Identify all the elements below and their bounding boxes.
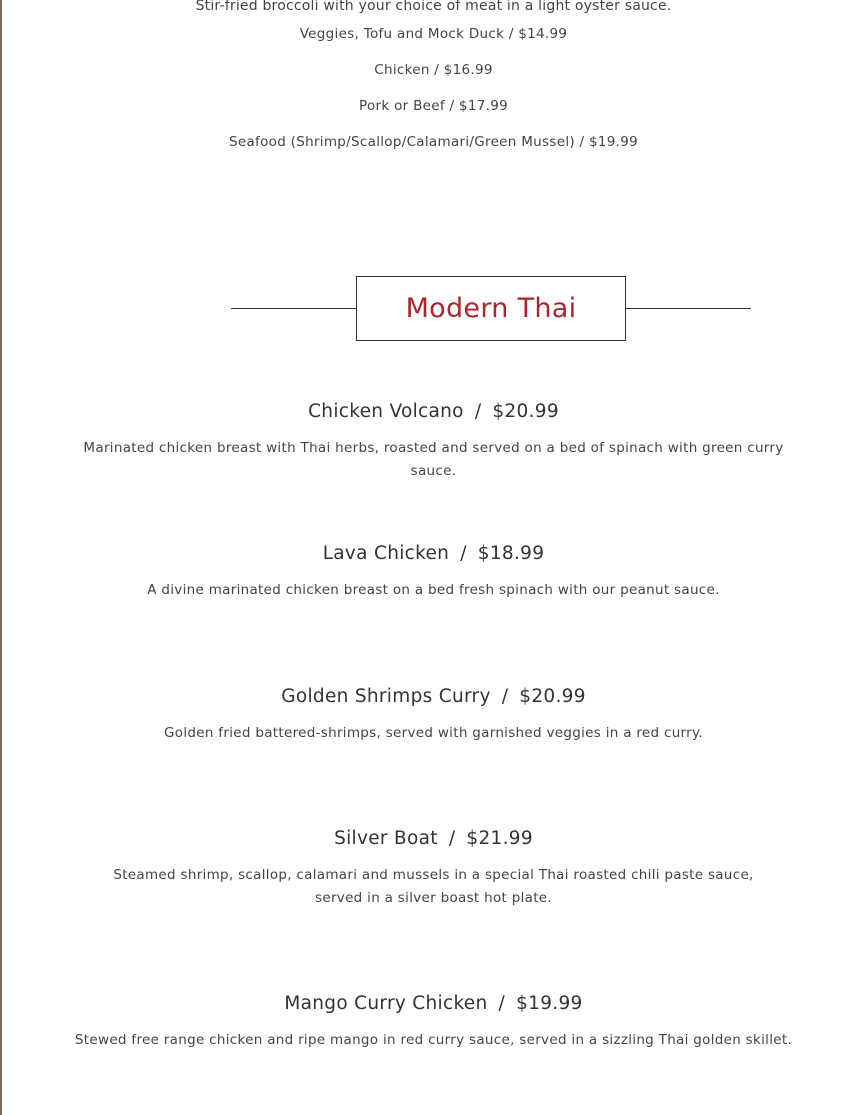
dish-title — [2, 399, 865, 425]
section-title-box — [356, 276, 626, 341]
dish-separator: / — [460, 543, 467, 564]
dish-name: Silver Boat — [334, 828, 438, 849]
header-line-right — [625, 308, 751, 309]
section-title: Modern Thai — [405, 293, 577, 324]
section-header — [231, 276, 751, 341]
dish-chicken-volcano — [2, 399, 865, 483]
dish-title — [2, 541, 865, 567]
dish-title — [2, 826, 865, 852]
dish-description: Marinated chicken breast with Thai herbs, roasted and served on a bed of spinach with green curry sauce. — [83, 440, 784, 479]
dish-price: $20.99 — [519, 686, 586, 707]
header-line-left — [231, 308, 357, 309]
previous-dish-description: Stir-fried broccoli with your choice of meat in a light oyster sauce. — [195, 0, 672, 14]
dish-name: Golden Shrimps Curry — [281, 686, 491, 707]
dish-description: A divine marinated chicken breast on a bed fresh spinach with our peanut sauce. — [147, 582, 720, 598]
dish-description: Golden fried battered-shrimps, served with garnished veggies in a red curry. — [164, 725, 703, 741]
dish-silver-boat — [2, 826, 865, 910]
dish-price: $18.99 — [477, 543, 545, 564]
dish-title — [2, 684, 865, 710]
dish-title — [2, 991, 865, 1017]
menu-page — [2, 0, 865, 1115]
dish-name: Lava Chicken — [322, 543, 450, 564]
dish-golden-shrimps-curry — [2, 684, 865, 745]
dish-price: $20.99 — [492, 401, 559, 422]
dish-separator: / — [448, 828, 456, 849]
dish-separator: / — [498, 993, 506, 1014]
dish-separator: / — [474, 401, 482, 422]
price-option-chicken: Chicken / $16.99 — [374, 62, 493, 78]
dish-description: Stewed free range chicken and ripe mango in red curry sauce, served in a sizzling Thai golden skillet. — [74, 1032, 793, 1048]
price-option-veggies: Veggies, Tofu and Mock Duck / $14.99 — [299, 26, 568, 42]
dish-mango-curry-chicken — [2, 991, 865, 1052]
dish-separator: / — [501, 686, 509, 707]
dish-description: Steamed shrimp, scallop, calamari and mussels in a special Thai roasted chili paste sauce, served in a silver boast hot plate. — [113, 867, 754, 906]
dish-name: Chicken Volcano — [308, 401, 464, 422]
previous-dish-section — [2, 0, 865, 160]
dish-lava-chicken — [2, 541, 865, 602]
dish-price: $21.99 — [466, 828, 533, 849]
dish-price: $19.99 — [516, 993, 583, 1014]
price-option-pork-beef: Pork or Beef / $17.99 — [359, 98, 508, 114]
price-option-seafood: Seafood (Shrimp/Scallop/Calamari/Green Mussel) / $19.99 — [228, 134, 638, 150]
dish-name: Mango Curry Chicken — [284, 993, 488, 1014]
